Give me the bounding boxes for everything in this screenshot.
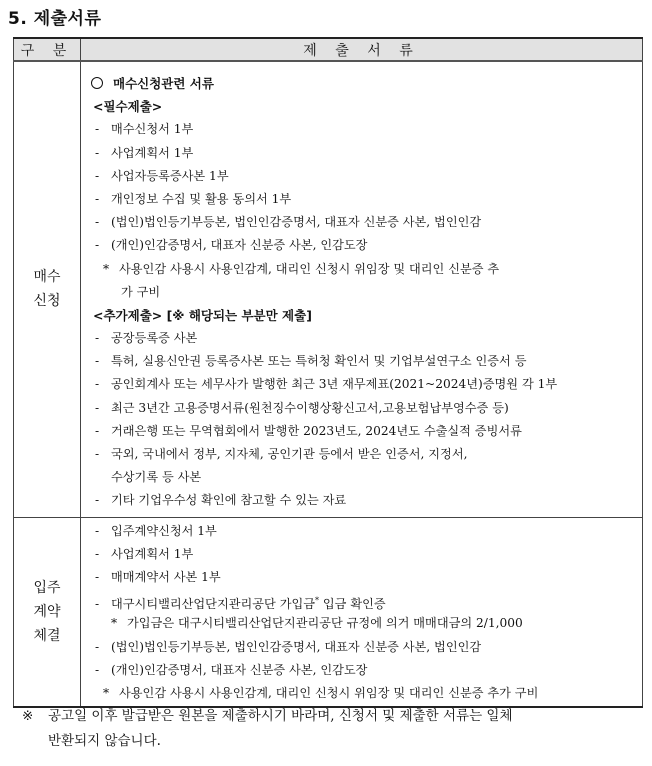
list-item: - (개인)인감증명서, 대표자 신분증 사본, 인감도장 xyxy=(95,238,368,253)
purchase-documents xyxy=(81,61,643,517)
category-line: 계약 xyxy=(33,603,61,620)
list-item: - 국외, 국내에서 정부, 지자체, 공인기관 등에서 받은 인증서, 지정서, xyxy=(95,447,468,461)
contract-note: * 사용인감 사용시 사용인감계, 대리인 신청시 위임장 및 대리인 신분증 추가 구비 xyxy=(103,685,539,700)
table-row-contract xyxy=(14,517,643,707)
footer-line: 반환되지 않습니다. xyxy=(48,733,161,749)
footer-line: ※ 공고일 이후 발급받은 원본을 제출하시기 바라며, 신청서 및 제출한 서류는 일체 xyxy=(22,704,642,729)
list-item: - (법인)법인등기부등본, 법인인감증명서, 대표자 신분증 사본, 법인인감 xyxy=(95,215,482,230)
list-item: - 사업계획서 1부 xyxy=(95,145,194,160)
deposit-note: * 가입금은 대구시티밸리산업단지관리공단 규정에 의거 매매대금의 2/1,000 xyxy=(111,616,523,631)
list-item: - 거래은행 또는 무역협회에서 발행한 2023년도, 2024년도 수출실적 증빙서류 xyxy=(95,423,522,438)
list-item: - (법인)법인등기부등본, 법인인감증명서, 대표자 신분증 사본, 법인인감 xyxy=(95,639,482,654)
required-note: * 사용인감 사용시 사용인감계, 대리인 신청시 위임장 및 대리인 신분증 추 xyxy=(103,261,500,276)
list-item: - 공인회계사 또는 세무사가 발행한 최근 3년 재무제표(2021~2024년)증명원 각 1부 xyxy=(95,377,558,392)
list-item: - 매수신청서 1부 xyxy=(95,122,194,137)
list-item: - 사업계획서 1부 xyxy=(95,546,194,561)
list-item: - 기타 기업우수성 확인에 참고할 수 있는 자료 xyxy=(95,493,347,508)
footer-notice xyxy=(22,704,642,754)
purchase-heading: 매수신청관련 서류 xyxy=(81,72,642,95)
category-line: 매수 xyxy=(33,269,61,286)
list-item: - 입주계약신청서 1부 xyxy=(95,523,217,538)
required-note-continued: 가 구비 xyxy=(121,284,161,299)
section-title: 5. 제출서류 xyxy=(8,9,102,29)
list-item: - 매매계약서 사본 1부 xyxy=(95,569,221,584)
circle-bullet-icon xyxy=(91,77,103,89)
documents-table xyxy=(13,37,643,708)
category-contract xyxy=(14,517,81,707)
additional-label: <추가제출> [※ 해당되는 부분만 제출] xyxy=(93,307,312,323)
list-item: - 공장등록증 사본 xyxy=(95,331,198,346)
list-item: - 개인정보 수집 및 활용 동의서 1부 xyxy=(95,191,292,206)
reference-mark: ※ xyxy=(22,708,34,724)
list-item-deposit: - 대구시티밸리산업단지관리공단 가입금* 입금 확인증 xyxy=(95,596,386,612)
list-item: - 특허, 실용신안권 등록증사본 또는 특허청 확인서 및 기업부설연구소 인증서 등 xyxy=(95,354,527,369)
table-row-purchase xyxy=(14,61,643,517)
contract-documents xyxy=(81,517,643,707)
list-item-continued: 수상기록 등 사본 xyxy=(111,470,202,485)
table-header-row xyxy=(14,38,643,61)
header-category: 구 분 xyxy=(14,38,81,61)
list-item: - (개인)인감증명서, 대표자 신분증 사본, 인감도장 xyxy=(95,662,368,677)
list-item: - 최근 3년간 고용증명서류(원천징수이행상황신고서,고용보험납부영수증 등) xyxy=(95,400,509,415)
category-purchase xyxy=(14,61,81,517)
category-line: 신청 xyxy=(33,293,61,310)
header-documents: 제 출 서 류 xyxy=(81,38,643,61)
category-line: 체결 xyxy=(33,627,61,644)
list-item: - 사업자등록증사본 1부 xyxy=(95,168,229,183)
required-label: <필수제출> xyxy=(93,99,163,115)
category-line: 입주 xyxy=(33,579,61,596)
